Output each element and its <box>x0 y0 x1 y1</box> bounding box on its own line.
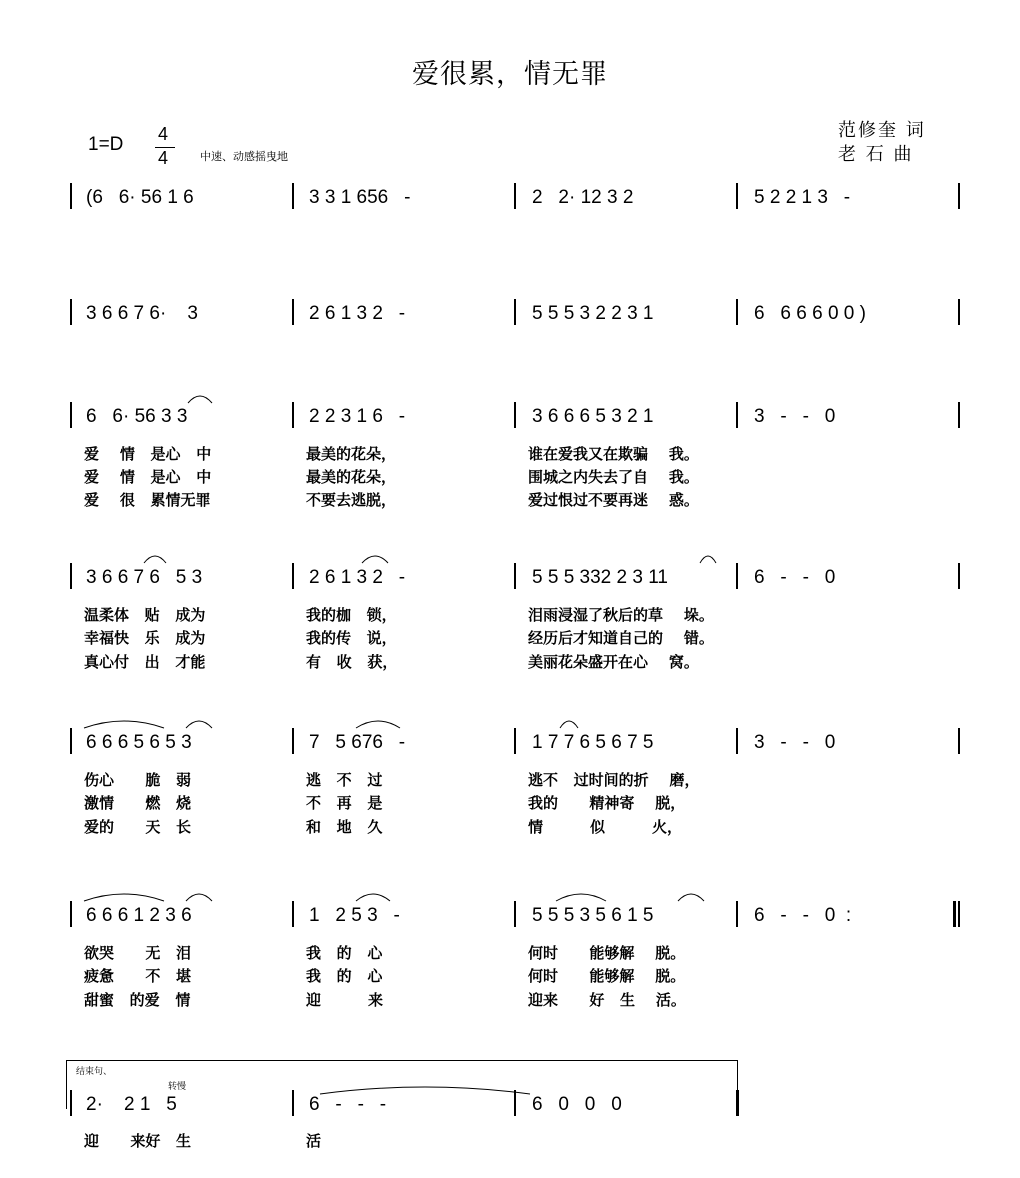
lyric-line: 有 收 获， <box>306 653 398 671</box>
lyric-line: 我 的 心 <box>306 967 383 985</box>
lyric-line: 活 <box>306 1132 322 1150</box>
lyric-line: 爱过恨过不要再迷 惑。 <box>528 491 699 509</box>
lyric-line: 围城之内失去了自 我。 <box>528 468 699 486</box>
ritard-label: 转慢 <box>168 1082 187 1092</box>
measure: 5 2 2 1 3 - <box>754 187 851 208</box>
lyric-line: 迎来 好 生 活。 <box>528 991 686 1009</box>
slur <box>144 556 166 563</box>
measure: 6 6· 56 3 3 <box>86 406 188 427</box>
measure: 6 - - 0 <box>754 567 836 588</box>
lyric-line: 爱 情 是心 中 <box>84 445 212 463</box>
slur <box>186 721 212 728</box>
slur <box>84 894 164 901</box>
composer-credit: 老 石 曲 <box>838 144 914 165</box>
lyric-line: 激情 燃 烧 <box>84 794 191 812</box>
lyric-line: 和 地 久 <box>306 818 383 836</box>
slur <box>188 396 212 403</box>
measure: 6 0 0 0 <box>532 1094 622 1115</box>
measure: 3 3 1 656 - <box>309 187 411 208</box>
lyric-line: 爱的 天 长 <box>84 818 191 836</box>
measure: 3 6 6 7 6· 3 <box>86 303 198 324</box>
lyric-line: 迎 来好 生 <box>84 1132 191 1150</box>
measure: 6 6 6 1 2 3 6 <box>86 905 192 926</box>
measure: 5 5 5 332 2 3 11 <box>532 567 668 588</box>
lyric-line: 情 似 火， <box>528 818 682 836</box>
measure: 3 6 6 7 6 5 3 <box>86 567 203 588</box>
slur <box>362 556 388 563</box>
lyric-line: 最美的花朵， <box>306 468 397 486</box>
ending-label: 结束句、 <box>76 1067 113 1077</box>
measure: 2 6 1 3 2 - <box>309 567 406 588</box>
measure: 2 6 1 3 2 - <box>309 303 406 324</box>
slur <box>556 894 606 901</box>
lyric-line: 我的枷 锁， <box>306 606 397 624</box>
measure: 2· 2 1 5 <box>86 1094 177 1115</box>
slur <box>186 894 212 901</box>
measure: 3 6 6 6 5 3 2 1 <box>532 406 654 427</box>
lyric-line: 疲惫 不 堪 <box>84 967 191 985</box>
measure: 1 2 5 3 - <box>309 905 400 926</box>
lyric-line: 爱 很 累情无罪 <box>84 491 211 509</box>
lyric-line: 何时 能够解 脱。 <box>528 944 686 962</box>
lyricist-credit: 范修奎 词 <box>838 120 926 141</box>
slur <box>356 721 400 728</box>
measure: 6 - - - <box>309 1094 387 1115</box>
lyric-line: 迎 来 <box>306 991 383 1009</box>
lyric-line: 温柔体 贴 成为 <box>84 606 206 624</box>
slur <box>320 1087 530 1094</box>
lyric-line: 逃 不 过 <box>306 771 383 789</box>
time-signature-top: 4 <box>158 124 169 144</box>
measure: 2 2 3 1 6 - <box>309 406 406 427</box>
lyric-line: 不 再 是 <box>306 794 383 812</box>
slur <box>84 721 164 728</box>
lyric-line: 不要去逃脱， <box>306 491 397 509</box>
lyric-line: 爱 情 是心 中 <box>84 468 212 486</box>
measure: 2 2· 12 3 2 <box>532 187 634 208</box>
measure: 1 7 7 6 5 6 7 5 <box>532 732 654 753</box>
lyric-line: 我的 精神寄 脱， <box>528 794 686 812</box>
lyric-line: 经历后才知道自己的 错。 <box>528 629 714 647</box>
slur <box>678 894 704 901</box>
key-signature: 1=D <box>88 134 124 155</box>
lyric-line: 幸福快 乐 成为 <box>84 629 206 647</box>
measure: 5 5 5 3 2 2 3 1 <box>532 303 654 324</box>
lyric-line: 何时 能够解 脱。 <box>528 967 686 985</box>
lyric-line: 我的传 说， <box>306 629 397 647</box>
lyric-line: 我 的 心 <box>306 944 383 962</box>
measure: 6 6 6 5 6 5 3 <box>86 732 192 753</box>
slur <box>356 894 390 901</box>
measure: 3 - - 0 <box>754 732 836 753</box>
lyric-line: 欲哭 无 泪 <box>84 944 191 962</box>
time-signature-bottom: 4 <box>158 148 169 168</box>
measure: 7 5 676 - <box>309 732 406 753</box>
measure: 5 5 5 3 5 6 1 5 <box>532 905 654 926</box>
lyric-line: 逃不 过时间的折 磨， <box>528 771 700 789</box>
measure: 6 - - 0 : <box>754 905 852 926</box>
measure: 3 - - 0 <box>754 406 836 427</box>
tempo-marking: 中速、动感摇曳地 <box>200 150 288 163</box>
lyric-line: 伤心 脆 弱 <box>84 771 191 789</box>
measure: 6 6 6 6 0 0 ) <box>754 303 866 324</box>
lyric-line: 泪雨浸湿了秋后的草 垛。 <box>528 606 714 624</box>
lyric-line: 甜蜜 的爱 情 <box>84 991 191 1009</box>
lyric-line: 美丽花朵盛开在心 窝。 <box>528 653 699 671</box>
song-title: 爱很累，情无罪 <box>412 59 608 90</box>
slur <box>700 556 716 563</box>
lyric-line: 谁在爱我又在欺骗 我。 <box>528 445 699 463</box>
lyric-line: 最美的花朵， <box>306 445 397 463</box>
lyric-line: 真心付 出 才能 <box>84 653 206 671</box>
slur <box>560 721 578 728</box>
measure: (6 6· 56 1 6 <box>86 187 194 208</box>
